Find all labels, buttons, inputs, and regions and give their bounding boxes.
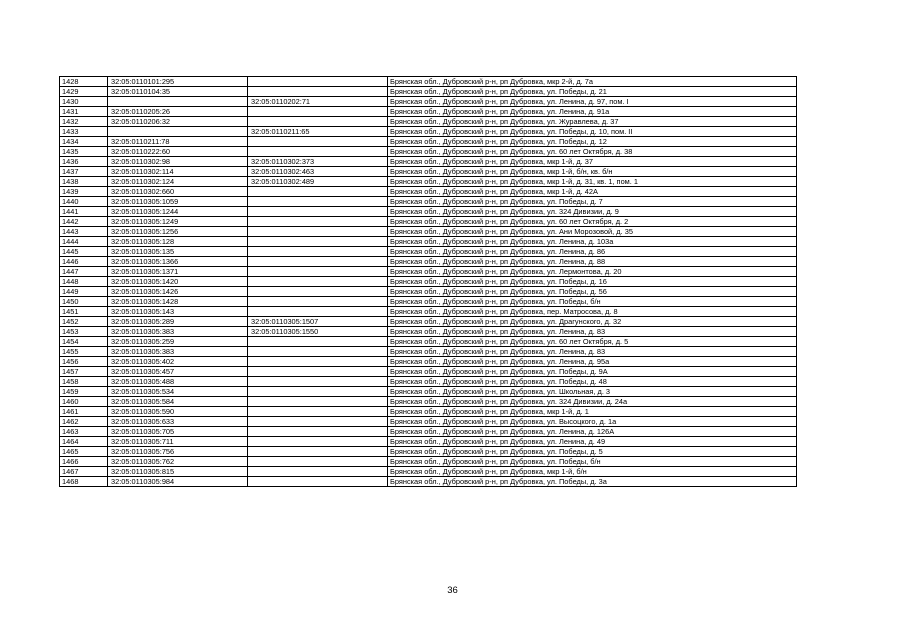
premises-cadastral-number-cell	[248, 257, 388, 267]
premises-cadastral-number-cell	[248, 297, 388, 307]
table-row	[60, 337, 797, 347]
cadastral-number-cell: 32:05:0110206:32	[108, 117, 248, 127]
cadastral-number-cell: 32:05:0110305:259	[108, 337, 248, 347]
row-number-cell: 1446	[60, 257, 108, 267]
address-cell: Брянская обл., Дубровский р-н, рп Дубровка, ул. 324 Дивизии, д. 9	[388, 207, 797, 217]
cadastral-number-cell: 32:05:0110305:1420	[108, 277, 248, 287]
row-number-cell: 1462	[60, 417, 108, 427]
address-cell: Брянская обл., Дубровский р-н, рп Дубровка, ул. Ленина, д. 103а	[388, 237, 797, 247]
address-cell: Брянская обл., Дубровский р-н, рп Дубровка, ул. Победы, д. 12	[388, 137, 797, 147]
cadastral-number-cell: 32:05:0110305:1371	[108, 267, 248, 277]
row-number-cell: 1432	[60, 117, 108, 127]
cadastral-number-cell: 32:05:0110305:1428	[108, 297, 248, 307]
premises-cadastral-number-cell	[248, 447, 388, 457]
row-number-cell: 1431	[60, 107, 108, 117]
cadastral-number-cell: 32:05:0110305:1249	[108, 217, 248, 227]
registry-table	[59, 76, 797, 487]
cadastral-number-cell: 32:05:0110305:143	[108, 307, 248, 317]
address-cell: Брянская обл., Дубровский р-н, рп Дубровка, ул. 60 лет Октября, д. 38	[388, 147, 797, 157]
row-number-cell: 1444	[60, 237, 108, 247]
row-number-cell: 1437	[60, 167, 108, 177]
row-number-cell: 1442	[60, 217, 108, 227]
row-number-cell: 1430	[60, 97, 108, 107]
row-number-cell: 1439	[60, 187, 108, 197]
table-row	[60, 457, 797, 467]
row-number-cell: 1450	[60, 297, 108, 307]
row-number-cell: 1443	[60, 227, 108, 237]
premises-cadastral-number-cell	[248, 247, 388, 257]
table-row	[60, 207, 797, 217]
address-cell: Брянская обл., Дубровский р-н, рп Дубровка, мкр 1-й, б/н, кв. б/н	[388, 167, 797, 177]
address-cell: Брянская обл., Дубровский р-н, рп Дубровка, ул. Победы, д. 7	[388, 197, 797, 207]
cadastral-number-cell: 32:05:0110104:35	[108, 87, 248, 97]
table-row	[60, 477, 797, 487]
table-row	[60, 87, 797, 97]
table-row	[60, 257, 797, 267]
address-cell: Брянская обл., Дубровский р-н, рп Дубровка, ул. Ленина, д. 91а	[388, 107, 797, 117]
table-row	[60, 277, 797, 287]
premises-cadastral-number-cell	[248, 137, 388, 147]
premises-cadastral-number-cell	[248, 227, 388, 237]
address-cell: Брянская обл., Дубровский р-н, рп Дубровка, ул. Ленина, д. 49	[388, 437, 797, 447]
cadastral-number-cell: 32:05:0110305:383	[108, 327, 248, 337]
row-number-cell: 1458	[60, 377, 108, 387]
address-cell: Брянская обл., Дубровский р-н, рп Дубровка, мкр 1-й, д. 1	[388, 407, 797, 417]
premises-cadastral-number-cell: 32:05:0110302:463	[248, 167, 388, 177]
row-number-cell: 1468	[60, 477, 108, 487]
row-number-cell: 1465	[60, 447, 108, 457]
premises-cadastral-number-cell	[248, 277, 388, 287]
premises-cadastral-number-cell	[248, 387, 388, 397]
cadastral-number-cell: 32:05:0110302:114	[108, 167, 248, 177]
address-cell: Брянская обл., Дубровский р-н, рп Дубровка, мкр 1-й, б/н	[388, 467, 797, 477]
row-number-cell: 1435	[60, 147, 108, 157]
premises-cadastral-number-cell: 32:05:0110302:489	[248, 177, 388, 187]
row-number-cell: 1433	[60, 127, 108, 137]
cadastral-number-cell: 32:05:0110305:135	[108, 247, 248, 257]
address-cell: Брянская обл., Дубровский р-н, рп Дубровка, ул. Победы, д. 10, пом. II	[388, 127, 797, 137]
table-row	[60, 317, 797, 327]
premises-cadastral-number-cell	[248, 217, 388, 227]
table-row	[60, 367, 797, 377]
table-row	[60, 127, 797, 137]
address-cell: Брянская обл., Дубровский р-н, рп Дубровка, ул. Победы, б/н	[388, 457, 797, 467]
premises-cadastral-number-cell	[248, 197, 388, 207]
cadastral-number-cell: 32:05:0110305:756	[108, 447, 248, 457]
cadastral-number-cell: 32:05:0110305:488	[108, 377, 248, 387]
page-number: 36	[447, 585, 458, 596]
row-number-cell: 1466	[60, 457, 108, 467]
cadastral-number-cell: 32:05:0110305:383	[108, 347, 248, 357]
row-number-cell: 1429	[60, 87, 108, 97]
premises-cadastral-number-cell	[248, 337, 388, 347]
table-row	[60, 347, 797, 357]
table-row	[60, 227, 797, 237]
row-number-cell: 1455	[60, 347, 108, 357]
premises-cadastral-number-cell	[248, 147, 388, 157]
table-row	[60, 177, 797, 187]
row-number-cell: 1461	[60, 407, 108, 417]
row-number-cell: 1434	[60, 137, 108, 147]
cadastral-number-cell: 32:05:0110305:128	[108, 237, 248, 247]
premises-cadastral-number-cell: 32:05:0110302:373	[248, 157, 388, 167]
cadastral-number-cell: 32:05:0110302:124	[108, 177, 248, 187]
table-row	[60, 217, 797, 227]
address-cell: Брянская обл., Дубровский р-н, рп Дубровка, ул. Журавлева, д. 37	[388, 117, 797, 127]
table-row	[60, 197, 797, 207]
table-row	[60, 237, 797, 247]
table-row	[60, 427, 797, 437]
cadastral-number-cell: 32:05:0110305:984	[108, 477, 248, 487]
premises-cadastral-number-cell	[248, 397, 388, 407]
address-cell: Брянская обл., Дубровский р-н, рп Дубровка, ул. Ленина, д. 97, пом. I	[388, 97, 797, 107]
premises-cadastral-number-cell	[248, 357, 388, 367]
table-row	[60, 307, 797, 317]
row-number-cell: 1448	[60, 277, 108, 287]
premises-cadastral-number-cell	[248, 407, 388, 417]
row-number-cell: 1463	[60, 427, 108, 437]
table-row	[60, 327, 797, 337]
table-row	[60, 387, 797, 397]
premises-cadastral-number-cell: 32:05:0110211:65	[248, 127, 388, 137]
cadastral-number-cell	[108, 127, 248, 137]
row-number-cell: 1467	[60, 467, 108, 477]
table-row	[60, 137, 797, 147]
address-cell: Брянская обл., Дубровский р-н, рп Дубровка, ул. Победы, б/н	[388, 297, 797, 307]
table-row	[60, 77, 797, 87]
row-number-cell: 1428	[60, 77, 108, 87]
address-cell: Брянская обл., Дубровский р-н, рп Дубровка, ул. Победы, д. 56	[388, 287, 797, 297]
address-cell: Брянская обл., Дубровский р-н, рп Дубровка, пер. Матросова, д. 8	[388, 307, 797, 317]
address-cell: Брянская обл., Дубровский р-н, рп Дубровка, ул. Ленина, д. 86	[388, 247, 797, 257]
premises-cadastral-number-cell: 32:05:0110202:71	[248, 97, 388, 107]
address-cell: Брянская обл., Дубровский р-н, рп Дубровка, ул. Победы, д. 3а	[388, 477, 797, 487]
cadastral-number-cell: 32:05:0110205:26	[108, 107, 248, 117]
row-number-cell: 1451	[60, 307, 108, 317]
premises-cadastral-number-cell	[248, 207, 388, 217]
cadastral-number-cell: 32:05:0110305:705	[108, 427, 248, 437]
address-cell: Брянская обл., Дубровский р-н, рп Дубровка, ул. 324 Дивизии, д. 24а	[388, 397, 797, 407]
table-row	[60, 287, 797, 297]
address-cell: Брянская обл., Дубровский р-н, рп Дубровка, мкр 2-й, д. 7а	[388, 77, 797, 87]
row-number-cell: 1464	[60, 437, 108, 447]
table-row	[60, 147, 797, 157]
cadastral-number-cell: 32:05:0110305:1059	[108, 197, 248, 207]
cadastral-number-cell: 32:05:0110101:295	[108, 77, 248, 87]
address-cell: Брянская обл., Дубровский р-н, рп Дубровка, ул. Ленина, д. 88	[388, 257, 797, 267]
table-row	[60, 357, 797, 367]
row-number-cell: 1454	[60, 337, 108, 347]
cadastral-number-cell: 32:05:0110302:98	[108, 157, 248, 167]
cadastral-number-cell: 32:05:0110305:289	[108, 317, 248, 327]
address-cell: Брянская обл., Дубровский р-н, рп Дубровка, ул. 60 лет Октября, д. 5	[388, 337, 797, 347]
registry-table-body	[60, 77, 797, 487]
cadastral-number-cell: 32:05:0110305:590	[108, 407, 248, 417]
table-row	[60, 97, 797, 107]
cadastral-number-cell: 32:05:0110305:711	[108, 437, 248, 447]
premises-cadastral-number-cell: 32:05:0110305:1507	[248, 317, 388, 327]
address-cell: Брянская обл., Дубровский р-н, рп Дубровка, ул. Ленина, д. 83	[388, 347, 797, 357]
table-row	[60, 297, 797, 307]
premises-cadastral-number-cell	[248, 77, 388, 87]
table-row	[60, 117, 797, 127]
row-number-cell: 1457	[60, 367, 108, 377]
address-cell: Брянская обл., Дубровский р-н, рп Дубровка, ул. 60 лет Октября, д. 2	[388, 217, 797, 227]
address-cell: Брянская обл., Дубровский р-н, рп Дубровка, ул. Ленина, д. 126А	[388, 427, 797, 437]
premises-cadastral-number-cell	[248, 477, 388, 487]
premises-cadastral-number-cell	[248, 367, 388, 377]
table-row	[60, 447, 797, 457]
address-cell: Брянская обл., Дубровский р-н, рп Дубровка, ул. Лермонтова, д. 20	[388, 267, 797, 277]
address-cell: Брянская обл., Дубровский р-н, рп Дубровка, ул. Ленина, д. 83	[388, 327, 797, 337]
premises-cadastral-number-cell: 32:05:0110305:1550	[248, 327, 388, 337]
table-row	[60, 417, 797, 427]
premises-cadastral-number-cell	[248, 457, 388, 467]
premises-cadastral-number-cell	[248, 237, 388, 247]
cadastral-number-cell: 32:05:0110305:1426	[108, 287, 248, 297]
table-row	[60, 377, 797, 387]
cadastral-number-cell: 32:05:0110211:78	[108, 137, 248, 147]
premises-cadastral-number-cell	[248, 87, 388, 97]
row-number-cell: 1459	[60, 387, 108, 397]
table-row	[60, 407, 797, 417]
table-row	[60, 107, 797, 117]
row-number-cell: 1445	[60, 247, 108, 257]
address-cell: Брянская обл., Дубровский р-н, рп Дубровка, ул. Победы, д. 48	[388, 377, 797, 387]
address-cell: Брянская обл., Дубровский р-н, рп Дубровка, ул. Победы, д. 16	[388, 277, 797, 287]
row-number-cell: 1438	[60, 177, 108, 187]
row-number-cell: 1447	[60, 267, 108, 277]
table-row	[60, 437, 797, 447]
premises-cadastral-number-cell	[248, 267, 388, 277]
address-cell: Брянская обл., Дубровский р-н, рп Дубровка, ул. Драгунского, д. 32	[388, 317, 797, 327]
cadastral-number-cell: 32:05:0110305:762	[108, 457, 248, 467]
row-number-cell: 1449	[60, 287, 108, 297]
table-row	[60, 247, 797, 257]
address-cell: Брянская обл., Дубровский р-н, рп Дубровка, мкр 1-й, д. 37	[388, 157, 797, 167]
table-row	[60, 397, 797, 407]
address-cell: Брянская обл., Дубровский р-н, рп Дубровка, ул. Победы, д. 5	[388, 447, 797, 457]
address-cell: Брянская обл., Дубровский р-н, рп Дубровка, ул. Школьная, д. 3	[388, 387, 797, 397]
cadastral-number-cell: 32:05:0110302:660	[108, 187, 248, 197]
address-cell: Брянская обл., Дубровский р-н, рп Дубровка, ул. Ани Морозовой, д. 35	[388, 227, 797, 237]
row-number-cell: 1460	[60, 397, 108, 407]
premises-cadastral-number-cell	[248, 417, 388, 427]
cadastral-number-cell: 32:05:0110305:633	[108, 417, 248, 427]
premises-cadastral-number-cell	[248, 427, 388, 437]
premises-cadastral-number-cell	[248, 307, 388, 317]
address-cell: Брянская обл., Дубровский р-н, рп Дубровка, ул. Победы, д. 21	[388, 87, 797, 97]
row-number-cell: 1441	[60, 207, 108, 217]
address-cell: Брянская обл., Дубровский р-н, рп Дубровка, ул. Победы, д. 9А	[388, 367, 797, 377]
table-row	[60, 187, 797, 197]
row-number-cell: 1436	[60, 157, 108, 167]
cadastral-number-cell	[108, 97, 248, 107]
premises-cadastral-number-cell	[248, 187, 388, 197]
table-row	[60, 467, 797, 477]
cadastral-number-cell: 32:05:0110305:402	[108, 357, 248, 367]
address-cell: Брянская обл., Дубровский р-н, рп Дубровка, мкр 1-й, д. 42А	[388, 187, 797, 197]
table-row	[60, 157, 797, 167]
address-cell: Брянская обл., Дубровский р-н, рп Дубровка, ул. Высоцкого, д. 1а	[388, 417, 797, 427]
premises-cadastral-number-cell	[248, 347, 388, 357]
table-row	[60, 167, 797, 177]
row-number-cell: 1440	[60, 197, 108, 207]
cadastral-number-cell: 32:05:0110305:457	[108, 367, 248, 377]
premises-cadastral-number-cell	[248, 107, 388, 117]
premises-cadastral-number-cell	[248, 117, 388, 127]
cadastral-number-cell: 32:05:0110305:534	[108, 387, 248, 397]
row-number-cell: 1453	[60, 327, 108, 337]
row-number-cell: 1452	[60, 317, 108, 327]
premises-cadastral-number-cell	[248, 287, 388, 297]
cadastral-number-cell: 32:05:0110305:1256	[108, 227, 248, 237]
cadastral-number-cell: 32:05:0110305:1244	[108, 207, 248, 217]
cadastral-number-cell: 32:05:0110305:1366	[108, 257, 248, 267]
premises-cadastral-number-cell	[248, 377, 388, 387]
cadastral-number-cell: 32:05:0110305:815	[108, 467, 248, 477]
cadastral-number-cell: 32:05:0110222:60	[108, 147, 248, 157]
premises-cadastral-number-cell	[248, 437, 388, 447]
premises-cadastral-number-cell	[248, 467, 388, 477]
cadastral-number-cell: 32:05:0110305:584	[108, 397, 248, 407]
address-cell: Брянская обл., Дубровский р-н, рп Дубровка, мкр 1-й, д. 31, кв. 1, пом. 1	[388, 177, 797, 187]
table-row	[60, 267, 797, 277]
row-number-cell: 1456	[60, 357, 108, 367]
address-cell: Брянская обл., Дубровский р-н, рп Дубровка, ул. Ленина, д. 95а	[388, 357, 797, 367]
